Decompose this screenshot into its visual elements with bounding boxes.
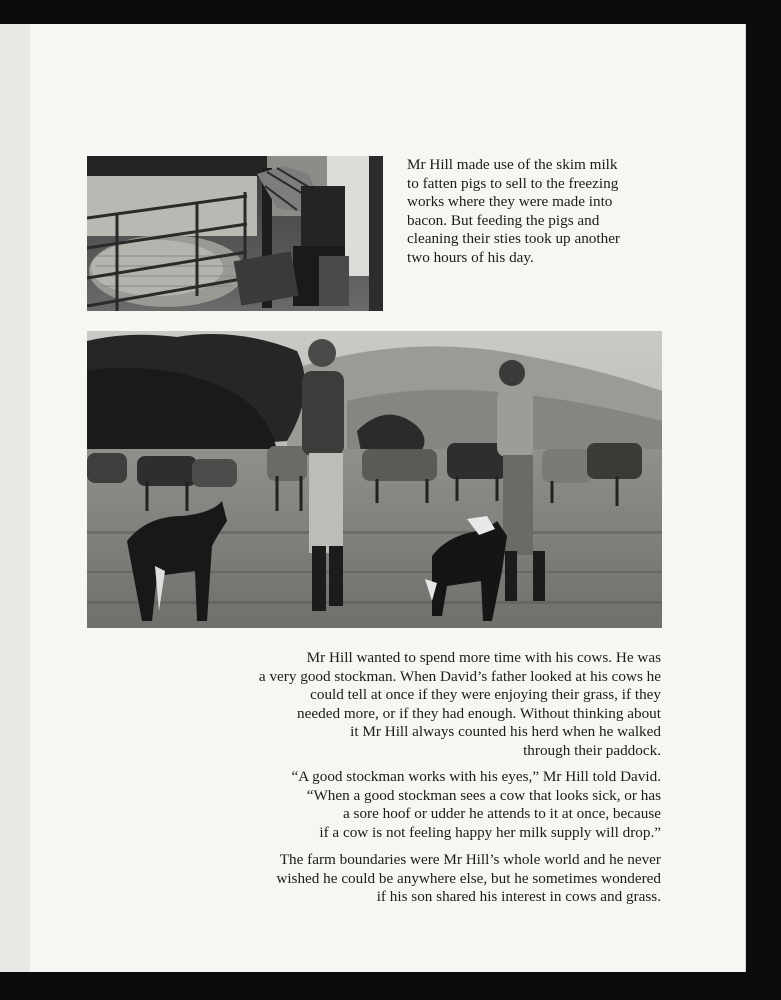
paragraph-line: The farm boundaries were Mr Hill’s whole world and he never xyxy=(279,851,661,868)
paragraph-quote xyxy=(211,768,661,842)
pig-feeding-illustration xyxy=(87,156,383,311)
caption-line: cleaning their sties took up another xyxy=(407,230,620,248)
paragraph-line: if his son shared his interest in cows and grass. xyxy=(376,888,661,906)
caption-line: works where they were made into xyxy=(407,193,613,211)
paragraph-line: it Mr Hill always counted his herd when he walked xyxy=(350,723,661,741)
paragraph-line: through their paddock. xyxy=(523,741,661,759)
pig-feeding-photo xyxy=(87,156,383,311)
caption-line: to fatten pigs to sell to the freezing xyxy=(407,174,619,192)
facing-page-edge xyxy=(0,24,31,972)
paragraph-line: a very good stockman. When David’s father looked at his cows he xyxy=(258,667,661,685)
paragraph-line: a sore hoof or udder he attends to it at once, because xyxy=(343,805,661,823)
caption-line: two hours of his day. xyxy=(407,248,534,266)
paragraph-line: if a cow is not feeling happy her milk supply will drop.” xyxy=(319,823,661,841)
paragraph-line: “A good stockman works with his eyes,” Mr Hill told David. xyxy=(291,768,661,785)
caption-line: Mr Hill made use of the skim milk xyxy=(407,156,618,173)
paragraph-stockman xyxy=(211,649,661,761)
paragraph-line: Mr Hill wanted to spend more time with his cows. He was xyxy=(306,649,661,666)
herd-paddock-illustration xyxy=(87,331,662,628)
pig-photo-caption xyxy=(407,156,657,268)
paragraph-line: “When a good stockman sees a cow that looks sick, or has xyxy=(306,786,661,804)
paragraph-line: wished he could be anywhere else, but he sometimes wondered xyxy=(276,869,661,887)
caption-line: bacon. But feeding the pigs and xyxy=(407,211,600,229)
paragraph-line: could tell at once if they were enjoying their grass, if they xyxy=(310,686,661,704)
paragraph-line: needed more, or if they had enough. Without thinking about xyxy=(297,704,661,722)
paragraph-boundaries xyxy=(211,851,661,907)
herd-paddock-photo xyxy=(87,331,662,628)
